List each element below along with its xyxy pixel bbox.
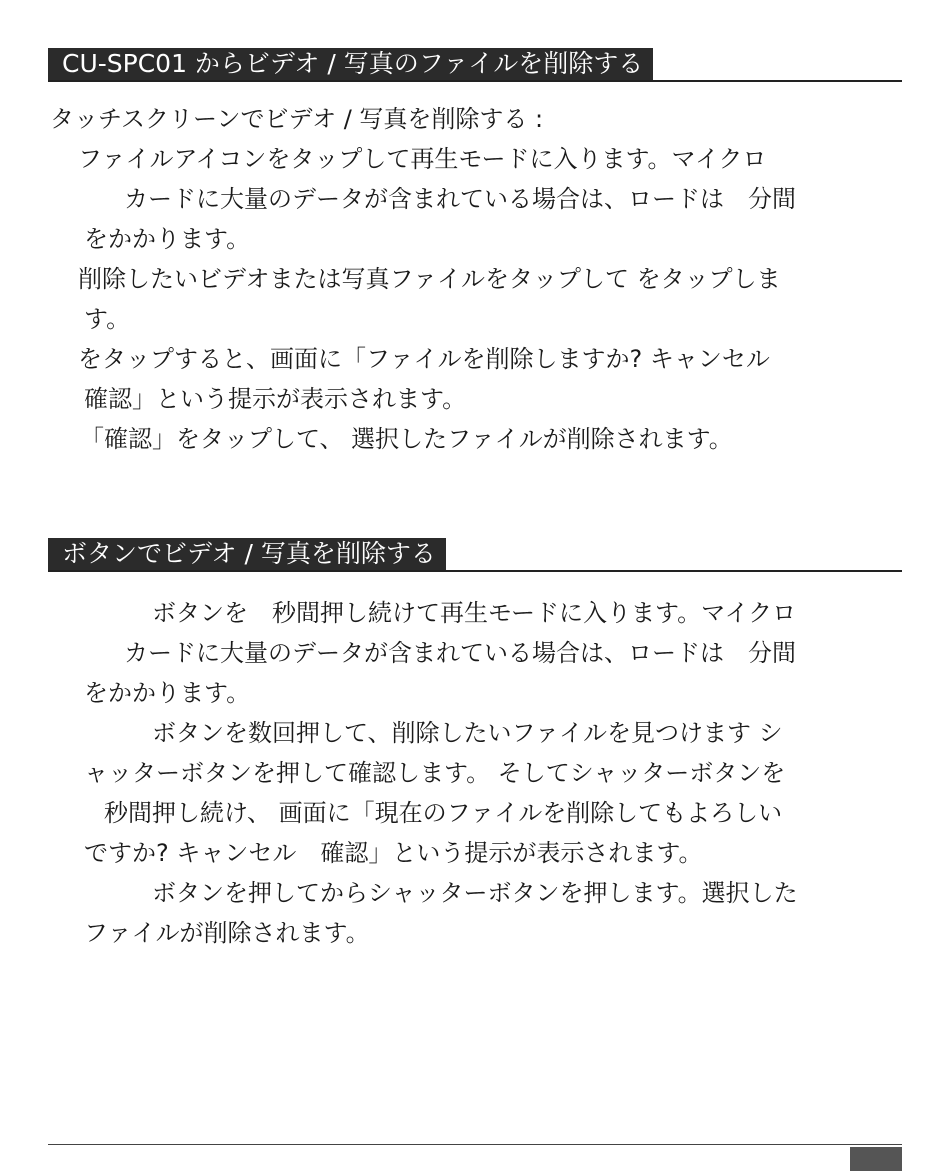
section-2-line-2: カードに大量のデータが含まれている場合は、ロードは 分間 [124,639,796,667]
section-1-line-1: ファイルアイコンをタップして再生モードに入ります。マイクロ [78,145,767,173]
section-2-title: ボタンでビデオ / 写真を削除する [48,538,446,570]
section-2-line-8: ボタンを押してからシャッターボタンを押します。選択した [152,879,798,907]
footer-rule [48,1144,902,1145]
section-1-title: CU-SPC01 からビデオ / 写真のファイルを削除する [48,48,653,80]
section-1-line-3: をかかります。 [84,225,251,253]
section-1-line-6: をタップすると、画面に「ファイルを削除しますか? キャンセル [78,345,770,373]
section-1-line-5: す。 [84,305,131,333]
page-tab [850,1147,902,1171]
section-2-line-5: ャッターボタンを押して確認します。 そしてシャッターボタンを [84,759,786,787]
section-2-line-1: ボタンを 秒間押し続けて再生モードに入ります。マイクロ [152,599,797,627]
section-2-line-7: ですか? キャンセル 確認」という提示が表示されます。 [84,839,703,867]
section-1-line-2: カードに大量のデータが含まれている場合は、ロードは 分間 [124,185,796,213]
section-2-line-6: 秒間押し続け、 画面に「現在のファイルを削除してもよろしい [104,799,783,827]
section-2-line-9: ファイルが削除されます。 [84,919,370,947]
section-1-intro: タッチスクリーンでビデオ / 写真を削除する : [50,105,544,133]
section-2-header [48,538,902,572]
section-2-line-4: ボタンを数回押して、削除したいファイルを見つけます シ [152,719,783,747]
section-1-header [48,48,902,82]
section-1-line-7: 確認」という提示が表示されます。 [84,385,467,413]
section-1-line-8: 「確認」をタップして、 選択したファイルが削除されます。 [80,425,733,453]
section-1-line-4: 削除したいビデオまたは写真ファイルをタップして をタップしま [78,265,781,293]
section-2-line-3: をかかります。 [84,679,251,707]
